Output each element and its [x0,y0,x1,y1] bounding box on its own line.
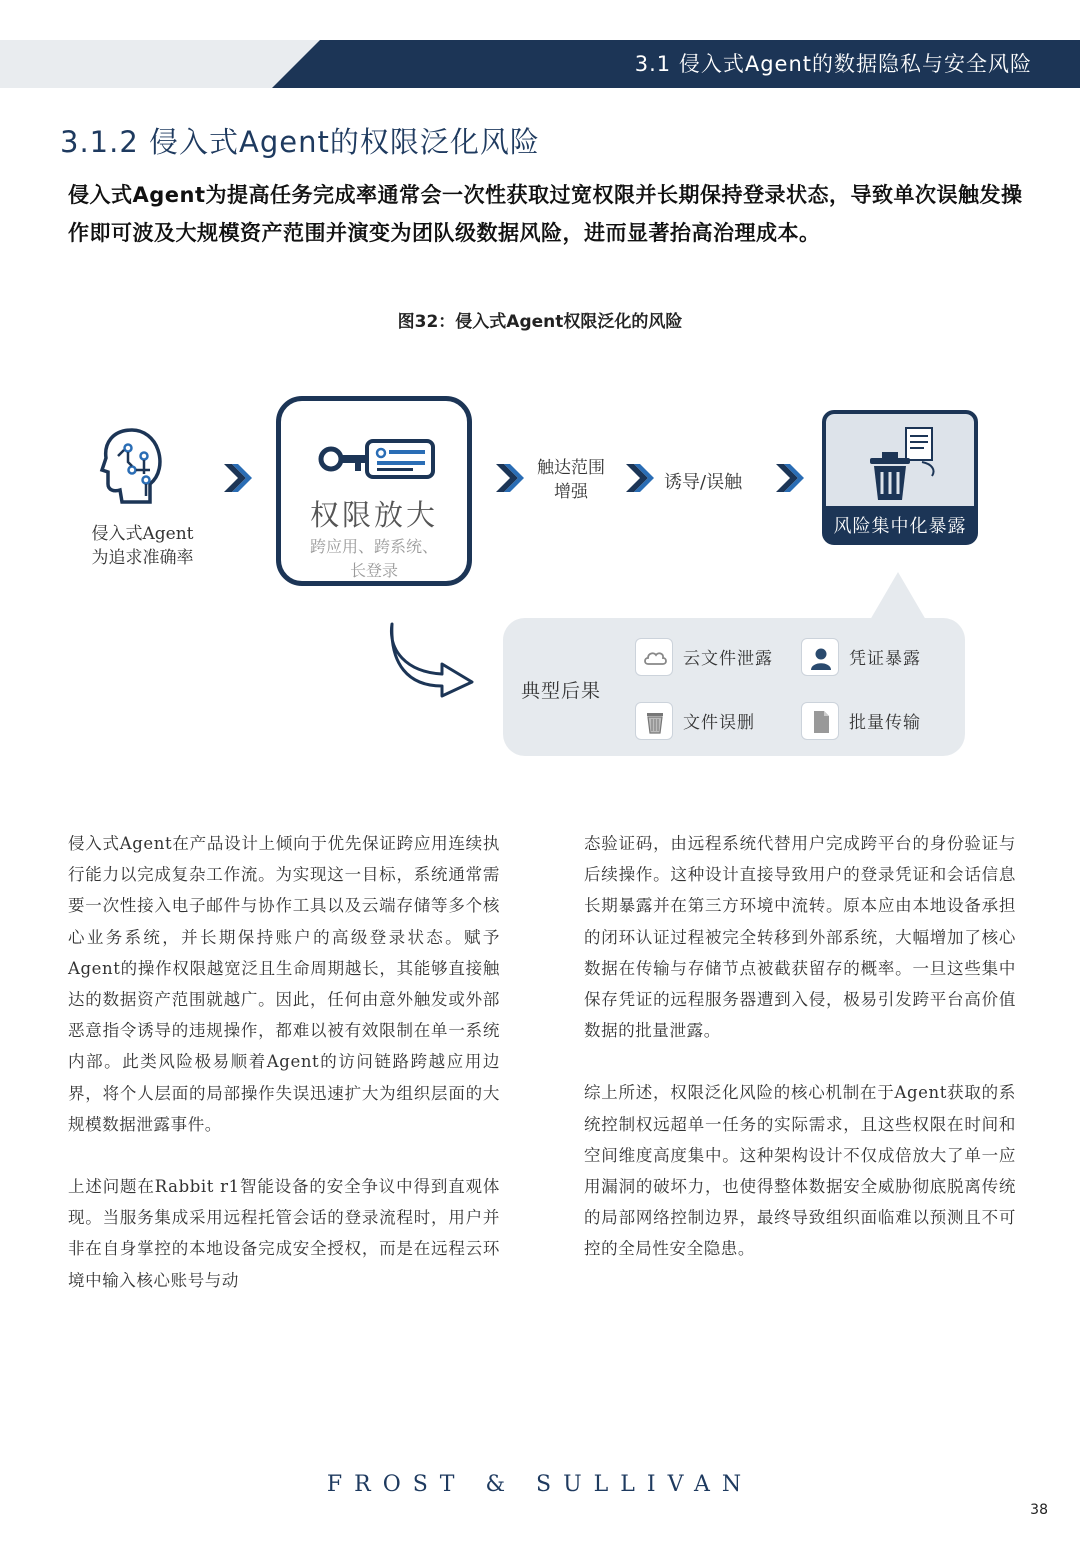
permission-title: 权限放大 [309,498,438,532]
header-section-title: 3.1 侵入式Agent的数据隐私与安全风险 [634,52,1032,76]
agent-head-icon [98,426,166,506]
risk-label: 风险集中化暴露 [833,516,967,537]
risk-diagram [0,380,1080,780]
agent-label [70,522,215,570]
consequence-label: 云文件泄露 [683,649,773,669]
induce-label: 诱导/误触 [664,472,743,493]
consequence-label: 文件误删 [683,713,755,733]
risk-icon-area [826,414,974,506]
figure-caption: 图32：侵入式Agent权限泛化的风险 [397,312,683,332]
agent-label-line2: 为追求准确率 [91,548,194,568]
body-column-left [68,828,500,1327]
file-icon [801,702,839,740]
body-column-right [584,828,1016,1296]
chevron-right-icon [222,462,252,494]
cloud-icon [635,638,673,676]
panel-notch [870,572,926,620]
permission-subtitle [291,535,457,583]
key-card-icon [317,437,435,481]
trash-documents-icon [866,422,948,502]
consequences-title: 典型后果 [521,680,602,702]
curved-arrow-icon [386,620,478,698]
trash-icon [635,702,673,740]
page-number: 38 [1030,1502,1048,1518]
body-paragraph: 侵入式Agent在产品设计上倾向于优先保证跨应用连续执行能力以完成复杂工作流。为实现这一目标，系统通常需要一次性接入电子邮件与协作工具以及云端存储等多个核心业务系统，并长期保持账户的高级登录状态。赋予Agent的操作权限越宽泛且生命周期越长，其能够直接触达的数据资产范围就越广。因此，任何由意外触发或外部恶意指令诱导的违规操作，都难以被有效限制在单一系统内部。此类风险极易顺着Agent的访问链路跨越应用边界，将个人层面的局部操作失误迅速扩大为组织层面的大规模数据泄露事件。 [68,834,500,1134]
user-icon [801,638,839,676]
chevron-right-icon [494,462,524,494]
permission-sub-line1: 跨应用、跨系统、 [309,537,438,556]
consequences-panel [503,618,965,756]
body-paragraph: 综上所述，权限泛化风险的核心机制在于Agent获取的系统控制权远超单一任务的实际需求，且这些权限在时间和空间维度高度集中。这种架构设计不仅成倍放大了单一应用漏洞的破坏力，也使得整体数据安全威胁彻底脱离传统的局部网络控制边界，最终导致组织面临难以预测且不可控的全局性安全隐患。 [584,1083,1016,1259]
reach-line2: 增强 [554,482,588,502]
consequence-label: 凭证暴露 [849,649,921,669]
reach-line1: 触达范围 [537,458,605,478]
permission-sub-line2: 长登录 [349,561,398,580]
body-paragraph: 态验证码，由远程系统代替用户完成跨平台的身份验证与后续操作。这种设计直接导致用户的登录凭证和会话信息长期暴露并在第三方环境中流转。原本应由本地设备承担的闭环认证过程被完全转移到外部系统，大幅增加了核心数据在传输与存储节点被截获留存的概率。一旦这些集中保存凭证的远程服务器遭到入侵，极易引发跨平台高价值数据的批量泄露。 [584,834,1016,1041]
footer-brand-logo: FROST & SULLIVAN [326,1472,754,1497]
reach-expand-label [530,456,612,504]
consequence-label: 批量传输 [849,713,921,733]
risk-exposure-box [822,410,978,545]
permission-amplify-box [276,396,472,586]
chevron-right-icon [774,462,804,494]
agent-label-line1: 侵入式Agent [91,524,194,544]
chevron-right-icon [624,462,654,494]
section-title: 3.1.2 侵入式Agent的权限泛化风险 [60,125,540,159]
body-paragraph: 上述问题在Rabbit r1智能设备的安全争议中得到直观体现。当服务集成采用远程托管会话的登录流程时，用户并非在自身掌控的本地设备完成安全授权，而是在远程云环境中输入核心账号与动 [68,1177,500,1290]
section-lead: 侵入式Agent为提高任务完成率通常会一次性获取过宽权限并长期保持登录状态，导致单次误触发操作即可波及大规模资产范围并演变为团队级数据风险，进而显著抬高治理成本。 [68,183,1023,245]
